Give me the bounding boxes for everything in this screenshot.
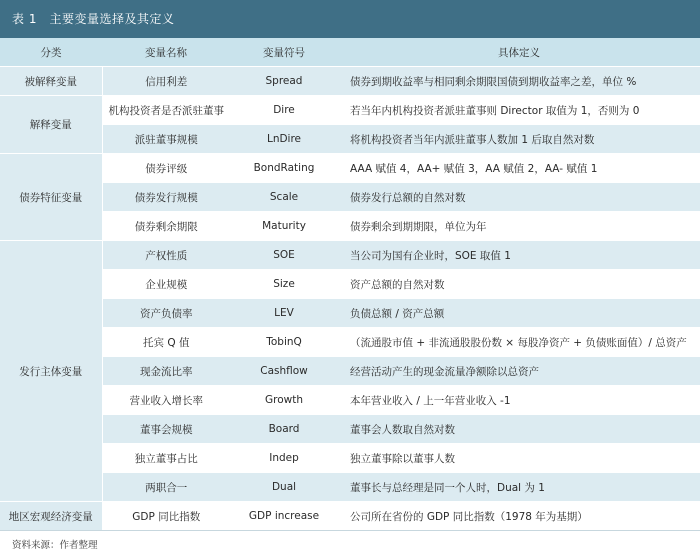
variable-name-cell: 两职合一: [102, 473, 230, 502]
header-category: 分类: [0, 38, 102, 67]
variable-name-cell: 托宾 Q 值: [102, 328, 230, 357]
variable-name-cell: 债券评级: [102, 154, 230, 183]
variable-symbol-cell: BondRating: [230, 154, 338, 183]
definition-cell: 本年营业收入 / 上一年营业收入 -1: [338, 386, 700, 415]
definition-cell: 若当年内机构投资者派驻董事则 Director 取值为 1，否则为 0: [338, 96, 700, 125]
table-row: [0, 125, 700, 154]
variable-name-cell: 独立董事占比: [102, 444, 230, 473]
category-cell: 债券特征变量: [0, 154, 102, 241]
variable-name-cell: 信用利差: [102, 67, 230, 96]
category-cell: 被解释变量: [0, 67, 102, 96]
variable-name-cell: 机构投资者是否派驻董事: [102, 96, 230, 125]
category-cell: 解释变量: [0, 96, 102, 154]
variable-name-cell: 产权性质: [102, 241, 230, 270]
variable-name-cell: 债券剩余期限: [102, 212, 230, 241]
variable-name-cell: 营业收入增长率: [102, 386, 230, 415]
table-row: [0, 154, 700, 183]
category-cell: 发行主体变量: [0, 241, 102, 502]
variable-symbol-cell: Growth: [230, 386, 338, 415]
variable-symbol-cell: LEV: [230, 299, 338, 328]
variable-symbol-cell: Maturity: [230, 212, 338, 241]
variable-symbol-cell: Indep: [230, 444, 338, 473]
definition-cell: 将机构投资者当年内派驻董事人数加 1 后取自然对数: [338, 125, 700, 154]
variable-symbol-cell: Cashflow: [230, 357, 338, 386]
definition-cell: 债券发行总额的自然对数: [338, 183, 700, 212]
definition-cell: 当公司为国有企业时，SOE 取值 1: [338, 241, 700, 270]
variable-name-cell: 董事会规模: [102, 415, 230, 444]
variable-symbol-cell: Board: [230, 415, 338, 444]
variables-table: [0, 38, 700, 531]
table-row: [0, 299, 700, 328]
table-row: [0, 386, 700, 415]
definition-cell: 董事长与总经理是同一个人时，Dual 为 1: [338, 473, 700, 502]
table-row: [0, 357, 700, 386]
variable-symbol-cell: Spread: [230, 67, 338, 96]
table-row: [0, 67, 700, 96]
table-row: [0, 328, 700, 357]
table-row: [0, 270, 700, 299]
variable-symbol-cell: Dire: [230, 96, 338, 125]
definition-cell: 经营活动产生的现金流量净额除以总资产: [338, 357, 700, 386]
definition-cell: 公司所在省份的 GDP 同比指数（1978 年为基期）: [338, 502, 700, 531]
definition-cell: 董事会人数取自然对数: [338, 415, 700, 444]
definition-cell: 独立董事除以董事人数: [338, 444, 700, 473]
table-row: [0, 473, 700, 502]
variable-symbol-cell: Scale: [230, 183, 338, 212]
variable-symbol-cell: LnDire: [230, 125, 338, 154]
table-body: [0, 67, 700, 531]
definition-cell: 资产总额的自然对数: [338, 270, 700, 299]
variable-name-cell: 资产负债率: [102, 299, 230, 328]
variable-symbol-cell: GDP increase: [230, 502, 338, 531]
variable-symbol-cell: SOE: [230, 241, 338, 270]
definition-cell: 债券到期收益率与相同剩余期限国债到期收益率之差，单位 %: [338, 67, 700, 96]
category-cell: 地区宏观经济变量: [0, 502, 102, 531]
table-row: [0, 444, 700, 473]
definition-cell: 债券剩余到期期限，单位为年: [338, 212, 700, 241]
header-variable-name: 变量名称: [102, 38, 230, 67]
table-row: [0, 183, 700, 212]
table-row: [0, 241, 700, 270]
source-note: 资料来源：作者整理: [12, 540, 98, 551]
variable-name-cell: 债券发行规模: [102, 183, 230, 212]
variable-name-cell: 现金流比率: [102, 357, 230, 386]
definition-cell: （流通股市值 + 非流通股股份数 × 每股净资产 + 负债账面值）/ 总资产: [338, 328, 700, 357]
table-row: [0, 502, 700, 531]
definition-cell: 负债总额 / 资产总额: [338, 299, 700, 328]
table-row: [0, 96, 700, 125]
table-row: [0, 212, 700, 241]
variable-name-cell: 企业规模: [102, 270, 230, 299]
table-title: 表 1 主要变量选择及其定义: [0, 0, 700, 38]
variable-symbol-cell: Size: [230, 270, 338, 299]
header-row: [0, 38, 700, 67]
variable-name-cell: GDP 同比指数: [102, 502, 230, 531]
variable-symbol-cell: TobinQ: [230, 328, 338, 357]
definition-cell: AAA 赋值 4，AA+ 赋值 3，AA 赋值 2，AA- 赋值 1: [338, 154, 700, 183]
variable-symbol-cell: Dual: [230, 473, 338, 502]
header-variable-symbol: 变量符号: [230, 38, 338, 67]
header-definition: 具体定义: [338, 38, 700, 67]
table-row: [0, 415, 700, 444]
variable-name-cell: 派驻董事规模: [102, 125, 230, 154]
